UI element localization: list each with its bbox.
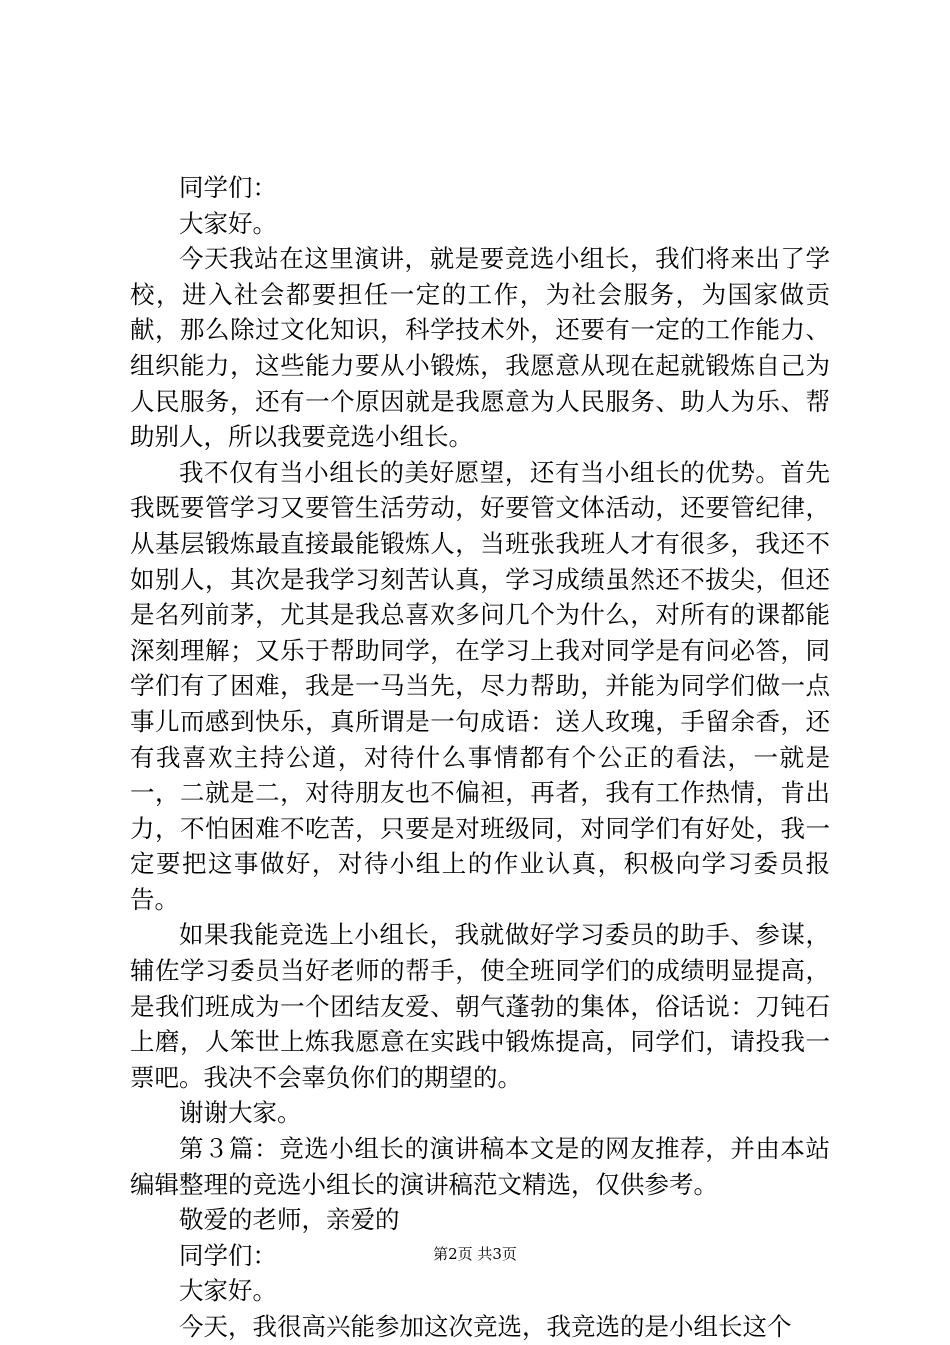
paragraph-greeting: 同学们：: [179, 173, 277, 202]
paragraph-promise: 如果我能竞选上小组长，我就做好学习委员的助手、参谋，辅佐学习委员当好老师的帮手，使全班同学们的成绩明显提高，是我们班成为一个团结友爱、朝气蓬勃的集体，俗话说：刀钝石上磨，人笨世上炼我愿意在实践中锻炼提高，同学们，请投我一票吧。我决不会辜负你们的期望的。: [130, 920, 830, 1092]
paragraph-thanks: 谢谢大家。: [179, 1098, 302, 1128]
paragraph-intro: 今天我站在这里演讲，就是要竞选小组长，我们将来出了学校，进入社会都要担任一定的工作，为社会服务，为国家做贡献，那么除过文化知识，科学技术外，还要有一定的工作能力、组织能力，这些能力要从小锻炼，我愿意从现在起就锻炼自己为人民服务，还有一个原因就是我愿意为人民服务、助人为乐、帮助别人，所以我要竞选小组长。: [130, 244, 830, 452]
paragraph-advantages: 我不仅有当小组长的美好愿望，还有当小组长的优势。首先我既要管学习又要管生活劳动，好要管文体活动，还要管纪律，从基层锻炼最直接最能锻炼人，当班张我班人才有很多，我还不如别人，其次是我学习刻苦认真，学习成绩虽然还不拔尖，但还是名列前茅，尤其是我总喜欢多问几个为什么，对所有的课都能深刻理解；又乐于帮助同学，在学习上我对同学是有问必答，同学们有了困难，我是一马当先，尽力帮助，并能为同学们做一点事儿而感到快乐，真所谓是一句成语：送人玫瑰，手留余香，还有我喜欢主持公道，对待什么事情都有个公正的看法，一就是一，二就是二，对待朋友也不偏袒，再者，我有工作热情，肯出力，不怕困难不吃苦，只要是对班级同，对同学们有好处，我一定要把这事做好，对待小组上的作业认真，积极向学习委员报告。: [130, 457, 830, 914]
page-number: 第2页 共3页: [433, 1245, 517, 1263]
page-footer: [0, 1244, 950, 1264]
document-body: [130, 170, 830, 1345]
paragraph-article-3-heading: 第３篇：竞选小组长的演讲稿本文是的网友推荐，并由本站编辑整理的竞选小组长的演讲稿范文精选，仅供参考。: [130, 1134, 830, 1199]
paragraph-opening-2: 今天，我很高兴能参加这次竞选，我竞选的是小组长这个: [179, 1312, 792, 1341]
paragraph-greeting-2: 同学们：: [179, 1240, 277, 1270]
paragraph-hello: 大家好。: [179, 208, 277, 238]
paragraph-salutation: 敬爱的老师，亲爱的: [179, 1205, 400, 1235]
paragraph-hello-2: 大家好。: [179, 1276, 277, 1306]
